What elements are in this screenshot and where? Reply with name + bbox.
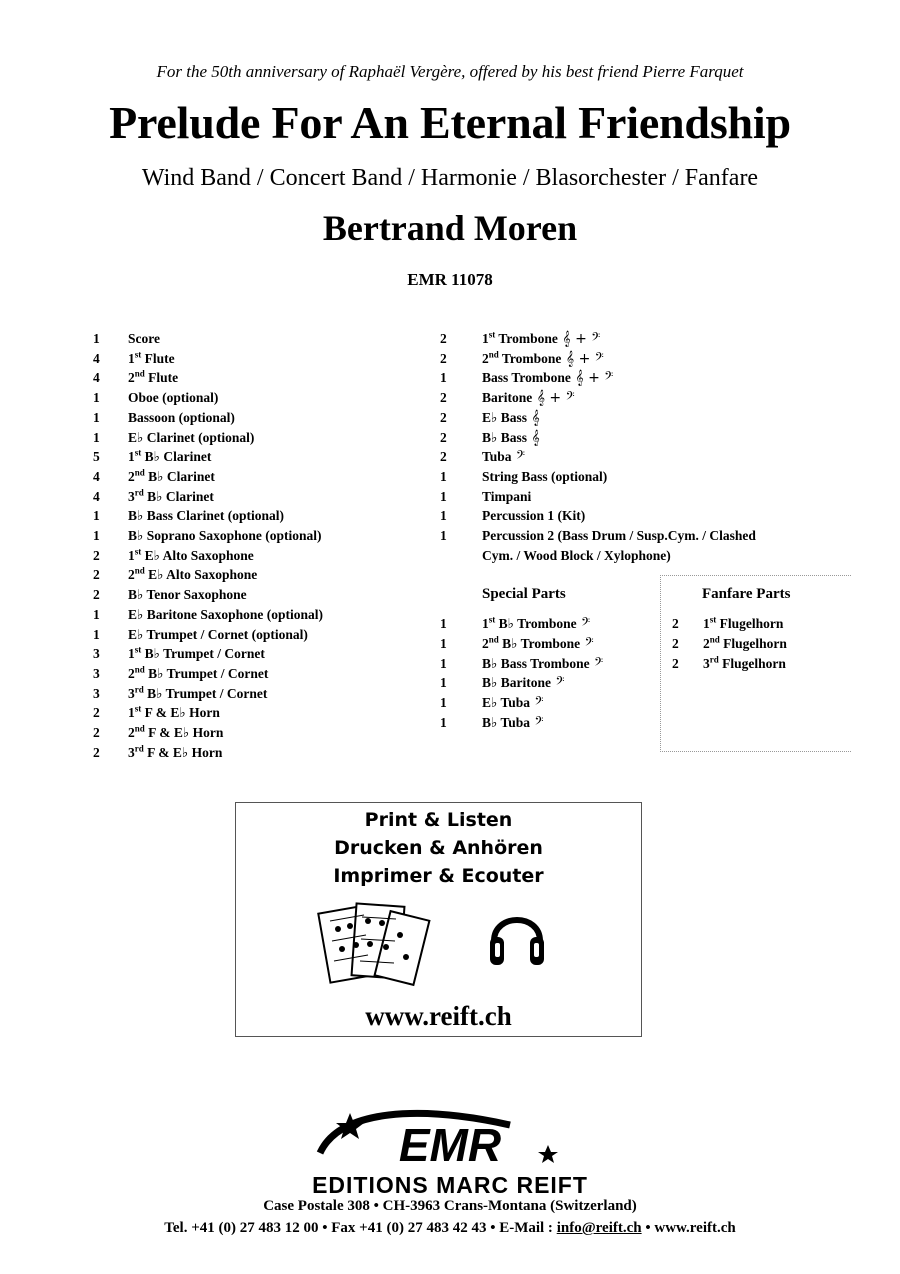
part-quantity: 4 xyxy=(93,370,100,386)
part-quantity: 1 xyxy=(93,429,100,445)
clef-icon: 𝄞 + 𝄢 xyxy=(561,350,604,367)
part-quantity: 2 xyxy=(440,350,447,366)
part-name: 1st Trombone 𝄞 + 𝄢 xyxy=(482,329,601,347)
dedication: For the 50th anniversary of Raphaël Vergère, offered by his best friend Pierre Farquet xyxy=(156,62,744,81)
part-quantity: 2 xyxy=(93,705,100,721)
part-name: 1st B♭ Clarinet xyxy=(128,447,212,465)
publisher-address: Case Postale 308 • CH-3963 Crans-Montana (Switzerland) xyxy=(263,1198,637,1214)
publisher-name: EDITIONS MARC REIFT xyxy=(312,1172,588,1198)
clef-icon: 𝄞 xyxy=(527,409,540,426)
sheet-music-icon xyxy=(316,899,431,991)
special-parts-heading: Special Parts xyxy=(482,586,566,602)
clef-icon: 𝄞 + 𝄢 xyxy=(570,370,614,387)
part-name: E♭ Baritone Saxophone (optional) xyxy=(128,606,324,622)
part-name: B♭ Tuba 𝄢 xyxy=(482,715,544,731)
part-quantity: 2 xyxy=(93,567,100,583)
part-name: 1st B♭ Trombone 𝄢 xyxy=(482,614,591,632)
part-name: E♭ Clarinet (optional) xyxy=(128,429,255,445)
part-name: E♭ Bass 𝄞 xyxy=(482,409,540,426)
part-name: Score xyxy=(128,331,160,346)
part-name: 3rd F & E♭ Horn xyxy=(128,743,223,760)
print-listen-line-de: Drucken & Anhören xyxy=(334,837,543,859)
headphones-icon xyxy=(486,901,548,971)
part-quantity: 1 xyxy=(440,528,447,543)
part-name: Percussion 1 (Kit) xyxy=(482,508,586,524)
part-quantity: 2 xyxy=(93,547,100,563)
part-quantity: 1 xyxy=(93,331,100,346)
part-name: B♭ Tenor Saxophone xyxy=(128,587,247,603)
part-quantity: 2 xyxy=(93,587,100,603)
clef-icon: 𝄞 + 𝄢 xyxy=(532,390,575,407)
print-listen-line-en: Print & Listen xyxy=(364,809,513,831)
part-name: 2nd Trombone 𝄞 + 𝄢 xyxy=(482,349,604,367)
clef-icon: 𝄢 xyxy=(589,655,604,672)
part-name: E♭ Trumpet / Cornet (optional) xyxy=(128,626,308,642)
part-quantity: 2 xyxy=(93,725,100,740)
part-quantity: 2 xyxy=(672,635,679,651)
part-quantity: 1 xyxy=(440,468,447,484)
part-name: 3rd Flugelhorn xyxy=(703,654,786,671)
part-quantity: 2 xyxy=(440,390,447,406)
part-name: E♭ Tuba 𝄢 xyxy=(482,695,544,712)
part-quantity: 2 xyxy=(440,429,447,445)
part-quantity: 1 xyxy=(93,390,100,406)
part-quantity: 4 xyxy=(93,350,100,366)
clef-icon: 𝄢 xyxy=(511,449,525,466)
part-quantity: 1 xyxy=(93,626,100,642)
part-name: String Bass (optional) xyxy=(482,468,608,484)
part-quantity: 1 xyxy=(440,370,447,386)
part-quantity: 1 xyxy=(440,488,447,504)
part-quantity: 1 xyxy=(440,616,447,631)
part-quantity: 3 xyxy=(93,646,100,662)
part-quantity: 2 xyxy=(672,655,679,671)
clef-icon: 𝄞 xyxy=(527,429,540,446)
part-quantity: 3 xyxy=(93,685,100,701)
part-quantity: 1 xyxy=(440,655,447,671)
part-name: 1st F & E♭ Horn xyxy=(128,703,220,721)
part-quantity: 1 xyxy=(93,528,100,543)
part-quantity: 4 xyxy=(93,488,100,504)
part-quantity: 1 xyxy=(440,508,447,524)
part-quantity: 3 xyxy=(93,665,100,681)
part-quantity: 1 xyxy=(93,409,100,425)
part-quantity: 1 xyxy=(440,715,447,730)
part-quantity: 5 xyxy=(93,449,100,465)
catalog-number: EMR 11078 xyxy=(407,270,493,289)
part-quantity: 2 xyxy=(440,331,447,346)
print-listen-box[interactable] xyxy=(235,802,642,1037)
part-quantity: 4 xyxy=(93,468,100,484)
part-name: Oboe (optional) xyxy=(128,390,219,406)
publisher-contact xyxy=(0,1220,900,1237)
clef-icon: 𝄢 xyxy=(576,616,591,632)
part-name: Timpani xyxy=(482,488,532,504)
part-name: 1st Flute xyxy=(128,349,175,366)
part-quantity: 1 xyxy=(440,695,447,711)
part-name: Cym. / Wood Block / Xylophone) xyxy=(482,547,671,563)
part-quantity: 2 xyxy=(672,616,679,631)
part-name: B♭ Baritone 𝄢 xyxy=(482,675,565,692)
part-name: Percussion 2 (Bass Drum / Susp.Cym. / Clashed xyxy=(482,528,756,543)
part-name: Baritone 𝄞 + 𝄢 xyxy=(482,390,575,407)
clef-icon: 𝄢 xyxy=(580,635,594,652)
part-name: Bass Trombone 𝄞 + 𝄢 xyxy=(482,370,614,387)
part-name: B♭ Bass Trombone 𝄢 xyxy=(482,655,604,672)
emr-logo-text: EMR xyxy=(398,1119,502,1171)
fanfare-parts-heading: Fanfare Parts xyxy=(702,586,791,602)
part-name: 2nd E♭ Alto Saxophone xyxy=(128,565,258,583)
part-name: 2nd B♭ Trombone 𝄢 xyxy=(482,634,594,652)
clef-icon: 𝄞 + 𝄢 xyxy=(557,331,601,347)
composer-name: Bertrand Moren xyxy=(322,208,578,248)
part-quantity: 1 xyxy=(93,606,100,622)
part-quantity: 2 xyxy=(440,409,447,425)
part-name: Tuba 𝄢 xyxy=(482,449,525,466)
contact-phone-fax: Tel. +41 (0) 27 483 12 00 • Fax +41 (0) 27 483 42 43 • E-Mail : xyxy=(164,1220,557,1236)
page-title: Prelude For An Eternal Friendship xyxy=(109,97,791,148)
print-listen-url[interactable]: www.reift.ch xyxy=(365,1001,512,1031)
clef-icon: 𝄢 xyxy=(530,695,544,712)
clef-icon: 𝄢 xyxy=(551,675,565,692)
part-quantity: 2 xyxy=(440,449,447,465)
part-name: B♭ Bass 𝄞 xyxy=(482,429,540,446)
part-name: B♭ Soprano Saxophone (optional) xyxy=(128,528,322,543)
part-name: 3rd B♭ Clarinet xyxy=(128,487,214,504)
part-name: 1st Flugelhorn xyxy=(703,614,784,631)
part-name: 2nd B♭ Trumpet / Cornet xyxy=(128,664,269,681)
part-name: B♭ Bass Clarinet (optional) xyxy=(128,508,285,524)
part-name: 1st E♭ Alto Saxophone xyxy=(128,546,254,563)
part-name: 1st B♭ Trumpet / Cornet xyxy=(128,644,265,662)
part-name: 2nd Flugelhorn xyxy=(703,634,787,651)
part-name: 2nd Flute xyxy=(128,368,179,386)
part-quantity: 1 xyxy=(440,635,447,651)
part-name: Bassoon (optional) xyxy=(128,409,235,425)
clef-icon: 𝄢 xyxy=(530,715,544,731)
part-quantity: 1 xyxy=(440,675,447,691)
print-listen-line-fr: Imprimer & Ecouter xyxy=(333,865,544,887)
contact-website: • www.reift.ch xyxy=(641,1220,736,1236)
part-name: 2nd F & E♭ Horn xyxy=(128,723,224,740)
part-quantity: 1 xyxy=(93,508,100,524)
ensemble-subtitle: Wind Band / Concert Band / Harmonie / Blasorchester / Fanfare xyxy=(141,165,759,191)
emr-logo xyxy=(300,1105,600,1175)
part-name: 3rd B♭ Trumpet / Cornet xyxy=(128,684,268,701)
email-link[interactable]: info@reift.ch xyxy=(556,1220,642,1236)
part-quantity: 2 xyxy=(93,744,100,760)
part-name: 2nd B♭ Clarinet xyxy=(128,467,215,484)
